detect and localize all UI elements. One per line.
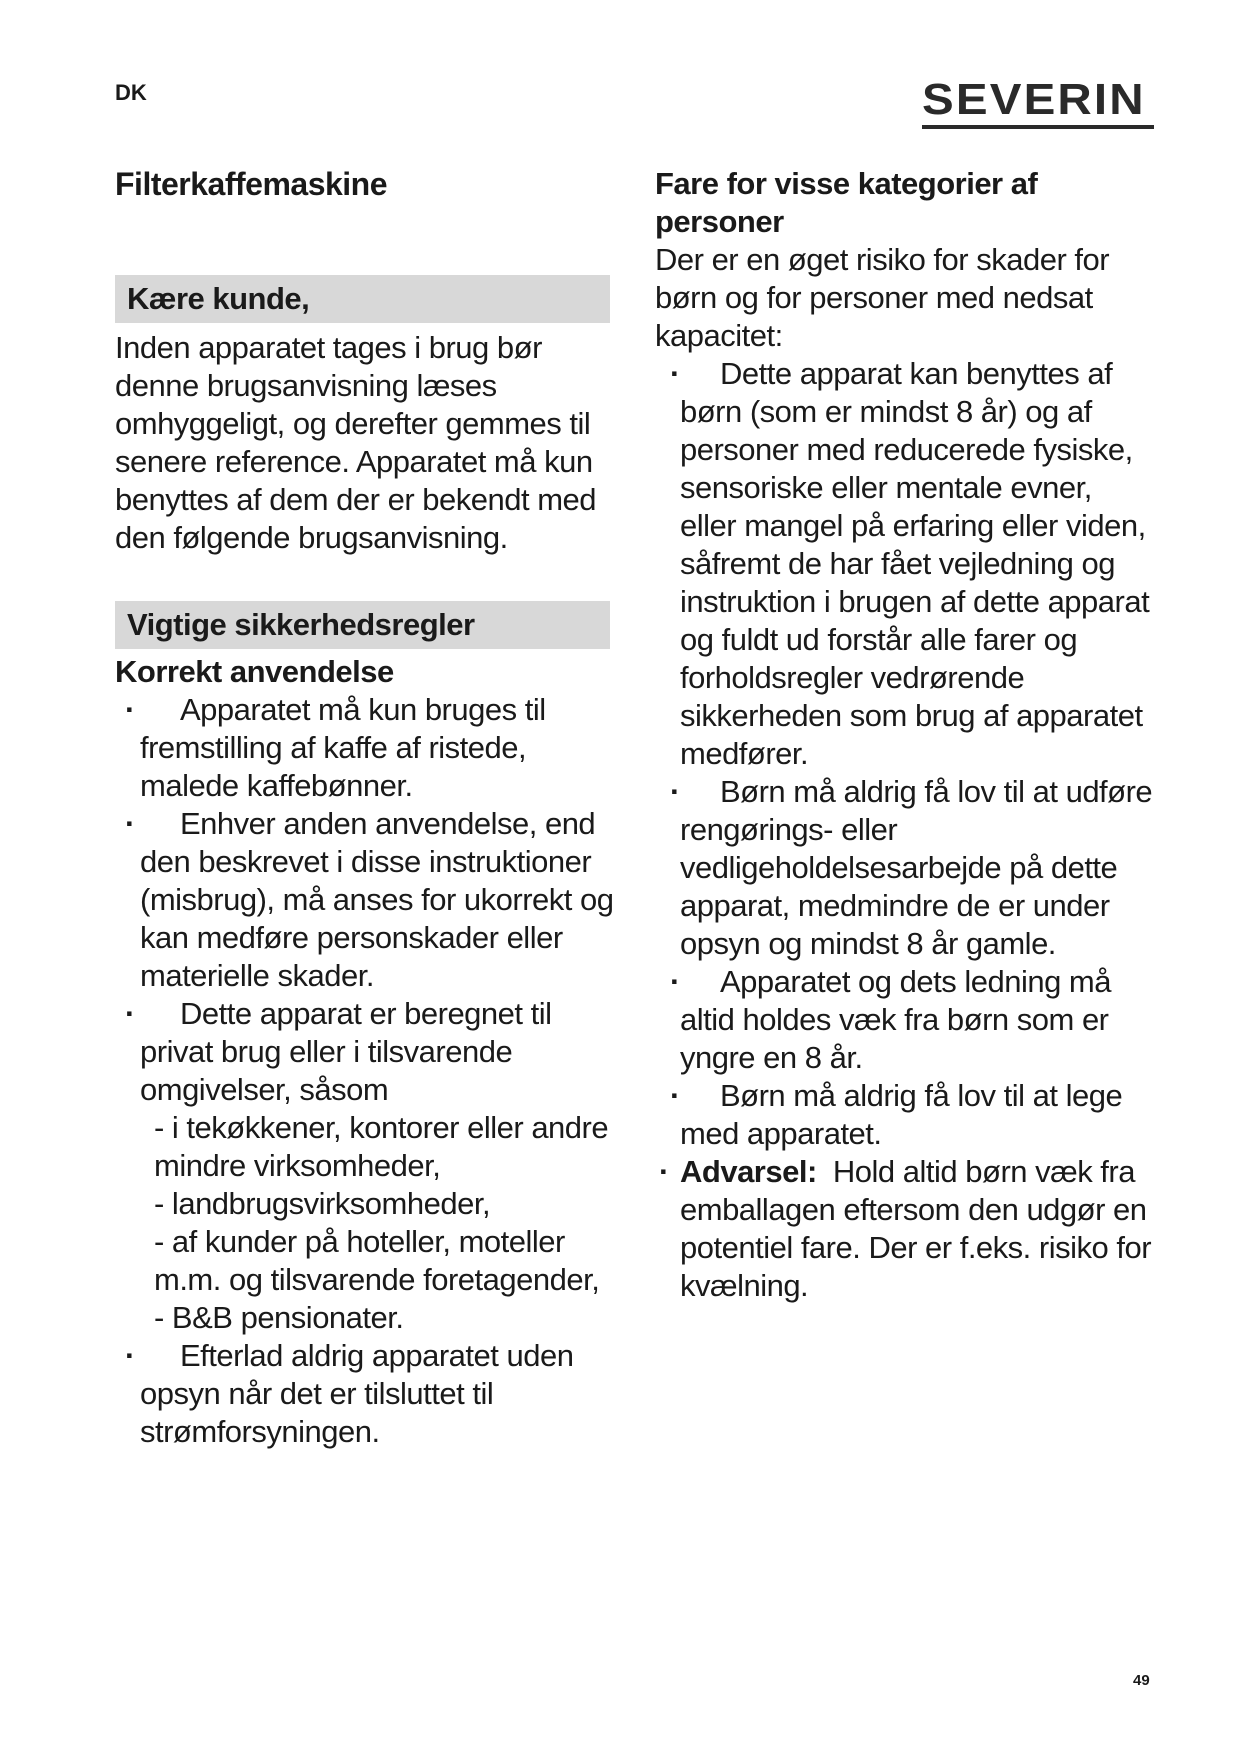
risk-intro: Der er en øget risiko for skader for børn og for personer med nedsat kapacitet: bbox=[655, 242, 1110, 353]
logo-underline bbox=[922, 125, 1154, 129]
list-item-text: Dette apparat kan benyttes af børn (som er mindst 8 år) og af personer med reducerede fysiske, sensoriske eller mentale evner, eller mangel på erfaring eller viden, såfremt de har fået vejledning og instruktion i brugen af dette apparat og fuldt ud forstår alle farer og forholdsregler vedrørende sikkerheden som brug af apparatet medfører. bbox=[680, 356, 1150, 771]
heading-risk-categories: Fare for visse kategorier af personer bbox=[655, 166, 1038, 239]
page-number: 49 bbox=[1133, 1672, 1150, 1689]
warning-label: Advarsel: bbox=[680, 1154, 817, 1189]
bullet-dot: · bbox=[670, 774, 680, 809]
list-item bbox=[655, 773, 1155, 963]
list-item-text: Børn må aldrig få lov til at udføre rengørings- eller vedligeholdelsesarbejde på dette apparat, medmindre de er under opsyn og mindst 8 år gamle. bbox=[680, 774, 1153, 961]
list-item bbox=[655, 963, 1155, 1077]
intro-paragraph: Inden apparatet tages i brug bør denne brugsanvisning læses omhyggeligt, og derefter gemmes til senere reference. Apparatet må kun benyttes af dem der er bekendt med den følgende brugsanvisning. bbox=[115, 330, 597, 555]
bullet-dot: · bbox=[125, 996, 135, 1031]
brand-wordmark: SEVERIN bbox=[922, 75, 1146, 124]
language-code: DK bbox=[115, 80, 147, 105]
list-item bbox=[115, 1337, 615, 1451]
list-item bbox=[115, 995, 615, 1109]
list-item bbox=[655, 355, 1155, 773]
list-item bbox=[115, 691, 615, 805]
sub-list-item: - af kunder på hoteller, moteller m.m. og tilsvarende foretagender, bbox=[154, 1224, 600, 1297]
bullet-dot: · bbox=[125, 806, 135, 841]
sub-list-item: - landbrugsvirksomheder, bbox=[154, 1186, 491, 1221]
bullet-dot: · bbox=[670, 356, 680, 391]
list-item-text: Apparatet og dets ledning må altid holdes væk fra børn som er yngre en 8 år. bbox=[680, 964, 1111, 1075]
warning-text: Hold altid børn væk fra emballagen eftersom den udgør en potentiel fare. Der er f.eks. risiko for kvælning. bbox=[680, 1154, 1152, 1303]
document-title: Filterkaffemaskine bbox=[115, 166, 388, 202]
severin-logo bbox=[922, 75, 1154, 129]
bullet-dot: · bbox=[125, 692, 135, 727]
bullet-dot: · bbox=[125, 1338, 135, 1373]
list-item-text: Børn må aldrig få lov til at lege med apparatet. bbox=[680, 1078, 1123, 1151]
subheading-correct-use: Korrekt anvendelse bbox=[115, 654, 394, 689]
sub-list-item: - B&B pensionater. bbox=[154, 1300, 404, 1335]
left-column bbox=[115, 165, 615, 1451]
bullet-dot: · bbox=[670, 1078, 680, 1113]
bullet-dot: · bbox=[659, 1154, 669, 1189]
list-item bbox=[115, 805, 615, 995]
right-column bbox=[655, 165, 1155, 1305]
warning-item bbox=[655, 1153, 1155, 1305]
sub-list-item: - i tekøkkener, kontorer eller andre mindre virksomheder, bbox=[154, 1110, 609, 1183]
section-heading-safety: Vigtige sikkerhedsregler bbox=[115, 601, 610, 649]
list-item-text: Enhver anden anvendelse, end den beskrevet i disse instruktioner (misbrug), må anses for ukorrekt og kan medføre personskader eller materielle skader. bbox=[140, 806, 614, 993]
list-item-text: Apparatet må kun bruges til fremstilling af kaffe af ristede, malede kaffebønner. bbox=[140, 692, 546, 803]
section-heading-dear-customer: Kære kunde, bbox=[115, 275, 610, 323]
list-item-text: Dette apparat er beregnet til privat brug eller i tilsvarende omgivelser, såsom bbox=[140, 996, 552, 1107]
list-item-text: Efterlad aldrig apparatet uden opsyn når det er tilsluttet til strømforsyningen. bbox=[140, 1338, 574, 1449]
list-item bbox=[655, 1077, 1155, 1153]
bullet-dot: · bbox=[670, 964, 680, 999]
